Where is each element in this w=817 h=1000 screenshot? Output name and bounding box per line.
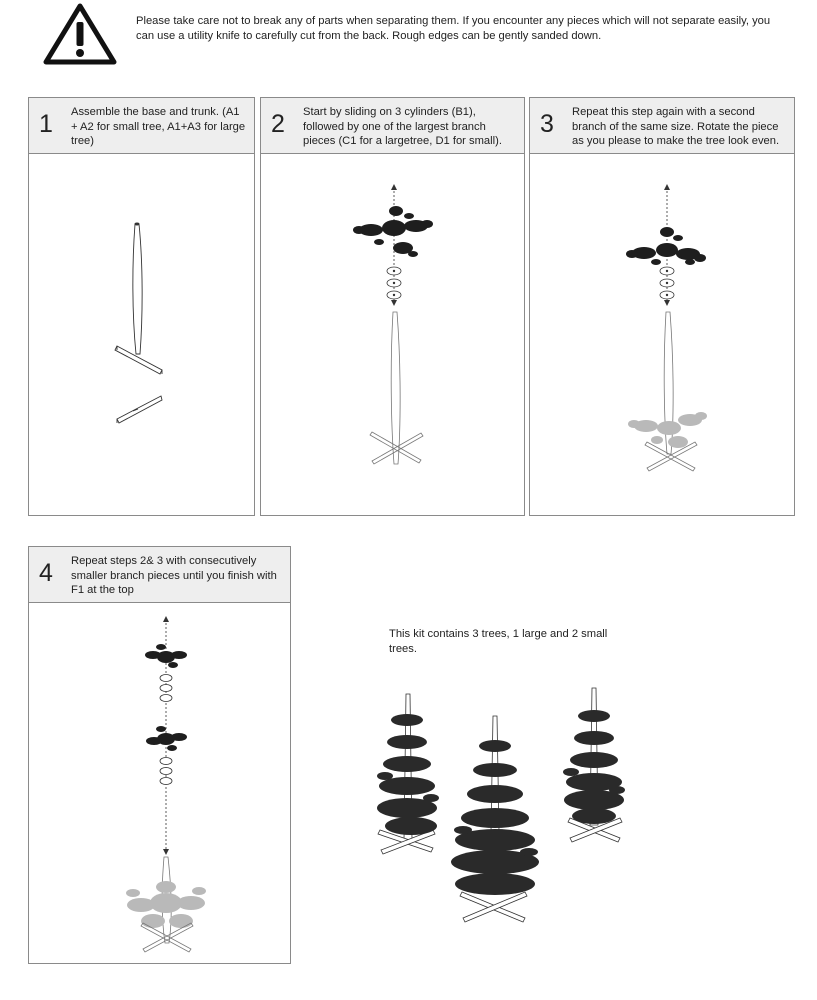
step-3-header <box>530 98 794 154</box>
step-4-number: 4 <box>39 559 53 587</box>
step-3-number: 3 <box>540 110 554 138</box>
step-1-header <box>29 98 254 154</box>
step-2-header <box>261 98 524 154</box>
step-4-illustration <box>29 603 290 963</box>
step-1-text: Assemble the base and trunk. (A1 + A2 for small tree, A1+A3 for large tree) <box>71 106 246 147</box>
step-4-panel <box>28 546 291 964</box>
step-2-text: Start by sliding on 3 cylinders (B1), followed by one of the largest branch pieces (C1 for a largetree, D1 for small). <box>303 106 502 147</box>
warning-triangle-icon <box>42 2 118 66</box>
step-4-header <box>29 547 290 603</box>
step-4-text: Repeat steps 2& 3 with consecutively smaller branch pieces until you finish with F1 at the top <box>71 555 277 596</box>
step-3-illustration <box>530 154 794 515</box>
step-2-illustration <box>261 154 524 515</box>
step-2-panel <box>260 97 525 516</box>
step-1-illustration <box>29 154 254 515</box>
kit-description: This kit contains 3 trees, 1 large and 2 small trees. <box>389 628 608 655</box>
step-2-number: 2 <box>271 110 285 138</box>
warning-text: Please take care not to break any of parts when separating them. If you encounter any pieces which will not separate easily, you can use a utility knife to carefully cut from the back. Rough edges can be gently sanded down. <box>136 15 771 42</box>
step-3-text: Repeat this step again with a second branch of the same size. Rotate the piece as you please to make the tree look even. <box>572 106 780 147</box>
step-3-panel <box>529 97 795 516</box>
kit-trees-illustration <box>355 680 645 950</box>
step-1-panel <box>28 97 255 516</box>
step-1-number: 1 <box>39 110 53 138</box>
